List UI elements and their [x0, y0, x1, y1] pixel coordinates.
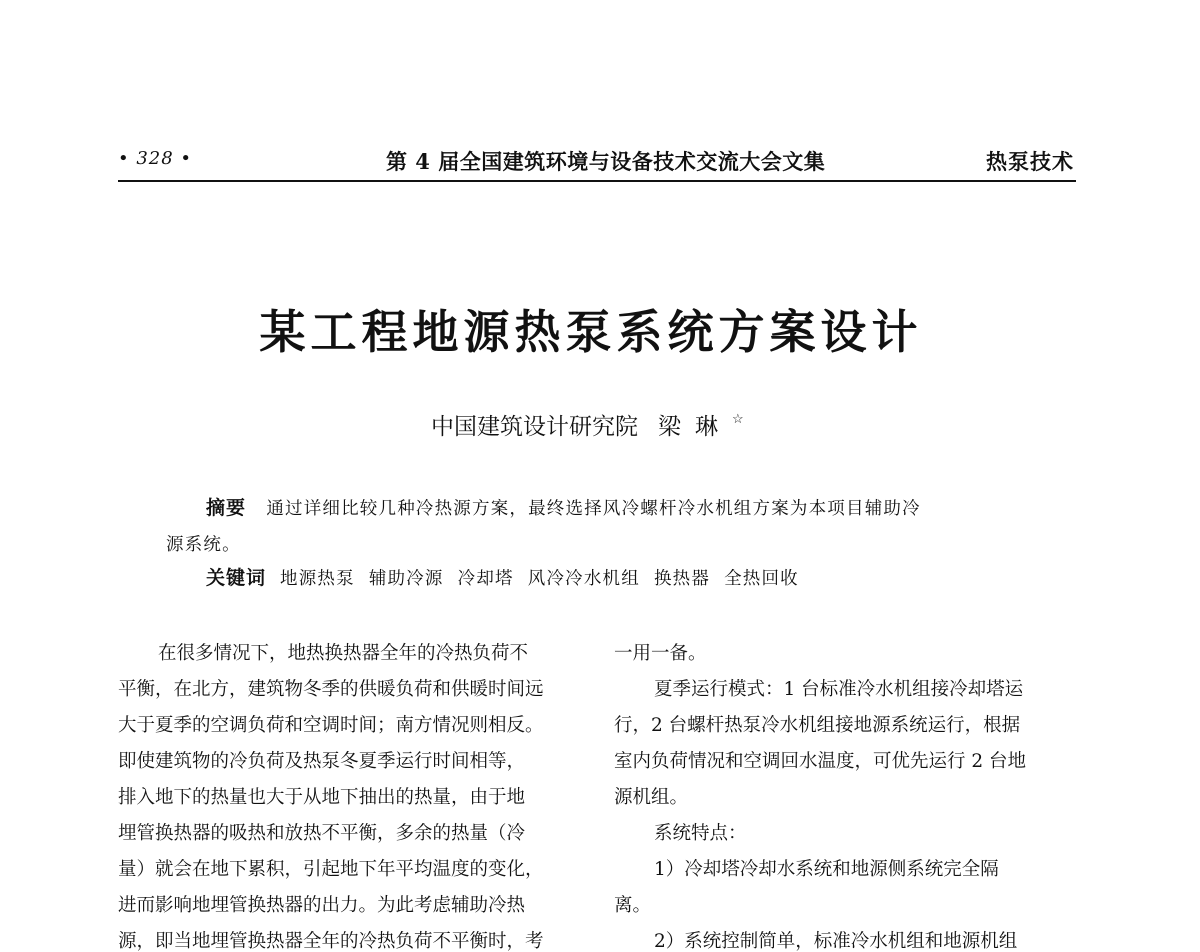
abstract-label: 摘要	[206, 497, 247, 519]
body-line: 即使建筑物的冷负荷及热泵冬夏季运行时间相等，	[118, 751, 526, 772]
running-header	[118, 148, 1076, 178]
paper-title: 某工程地源热泵系统方案设计	[259, 305, 923, 359]
body-line: 在很多情况下，地热换热器全年的冷热负荷不	[158, 643, 529, 664]
body-line: 大于夏季的空调负荷和空调时间；南方情况则相反。	[118, 715, 544, 736]
body-column-right	[614, 636, 1078, 952]
keyword: 换热器	[653, 569, 711, 589]
byline	[431, 408, 744, 441]
author-name: 梁琳	[658, 414, 732, 440]
body-line: 平衡，在北方，建筑物冬季的供暖负荷和供暖时间远	[118, 679, 544, 700]
body-line: 系统特点：	[654, 823, 747, 844]
abstract	[206, 493, 921, 520]
body-line: 量）就会在地下累积，引起地下年平均温度的变化，	[118, 859, 544, 880]
section-name: 热泵技术	[986, 149, 1074, 174]
page-number: • 328 •	[118, 148, 193, 169]
body-line: 源，即当地埋管换热器全年的冷热负荷不平衡时，考	[118, 931, 544, 952]
body-line: 排入地下的热量也大于从地下抽出的热量，由于地	[118, 787, 526, 808]
header-rule	[118, 180, 1076, 182]
keyword: 全热回收	[724, 569, 799, 589]
institution: 中国建筑设计研究院	[431, 414, 638, 440]
body-line: 离。	[614, 895, 652, 916]
keywords	[206, 563, 799, 590]
body-line: 进而影响地埋管换热器的出力。为此考虑辅助冷热	[118, 895, 526, 916]
keyword: 风冷冷水机组	[527, 569, 640, 589]
abstract-text-line-2: 源系统。	[166, 535, 241, 555]
keywords-label: 关键词	[206, 567, 267, 589]
keyword: 地源热泵	[280, 569, 355, 589]
abstract-continuation	[166, 531, 241, 556]
body-line: 夏季运行模式：1 台标准冷水机组接冷却塔运	[654, 679, 1024, 700]
journal-title: 第 4 届全国建筑环境与设备技术交流大会文集	[386, 149, 826, 174]
body-column-left	[118, 636, 580, 952]
body-line: 行，2 台螺杆热泵冷水机组接地源系统运行，根据	[614, 715, 1021, 736]
keyword: 冷却塔	[457, 569, 514, 589]
abstract-text-line-1: 通过详细比较几种冷热源方案，最终选择风冷螺杆冷水机组方案为本项目辅助冷	[266, 499, 921, 519]
body-line: 源机组。	[614, 787, 689, 808]
body-line: 一用一备。	[614, 643, 707, 664]
keyword: 辅助冷源	[368, 569, 444, 589]
author-footnote-mark: ☆	[732, 412, 744, 427]
body-line: 埋管换热器的吸热和放热不平衡，多余的热量（冷	[118, 823, 526, 844]
body-line: 2）系统控制简单，标准冷水机组和地源机组	[654, 931, 1018, 952]
body-line: 1）冷却塔冷却水系统和地源侧系统完全隔	[654, 859, 999, 880]
body-line: 室内负荷情况和空调回水温度，可优先运行 2 台地	[614, 751, 1027, 772]
